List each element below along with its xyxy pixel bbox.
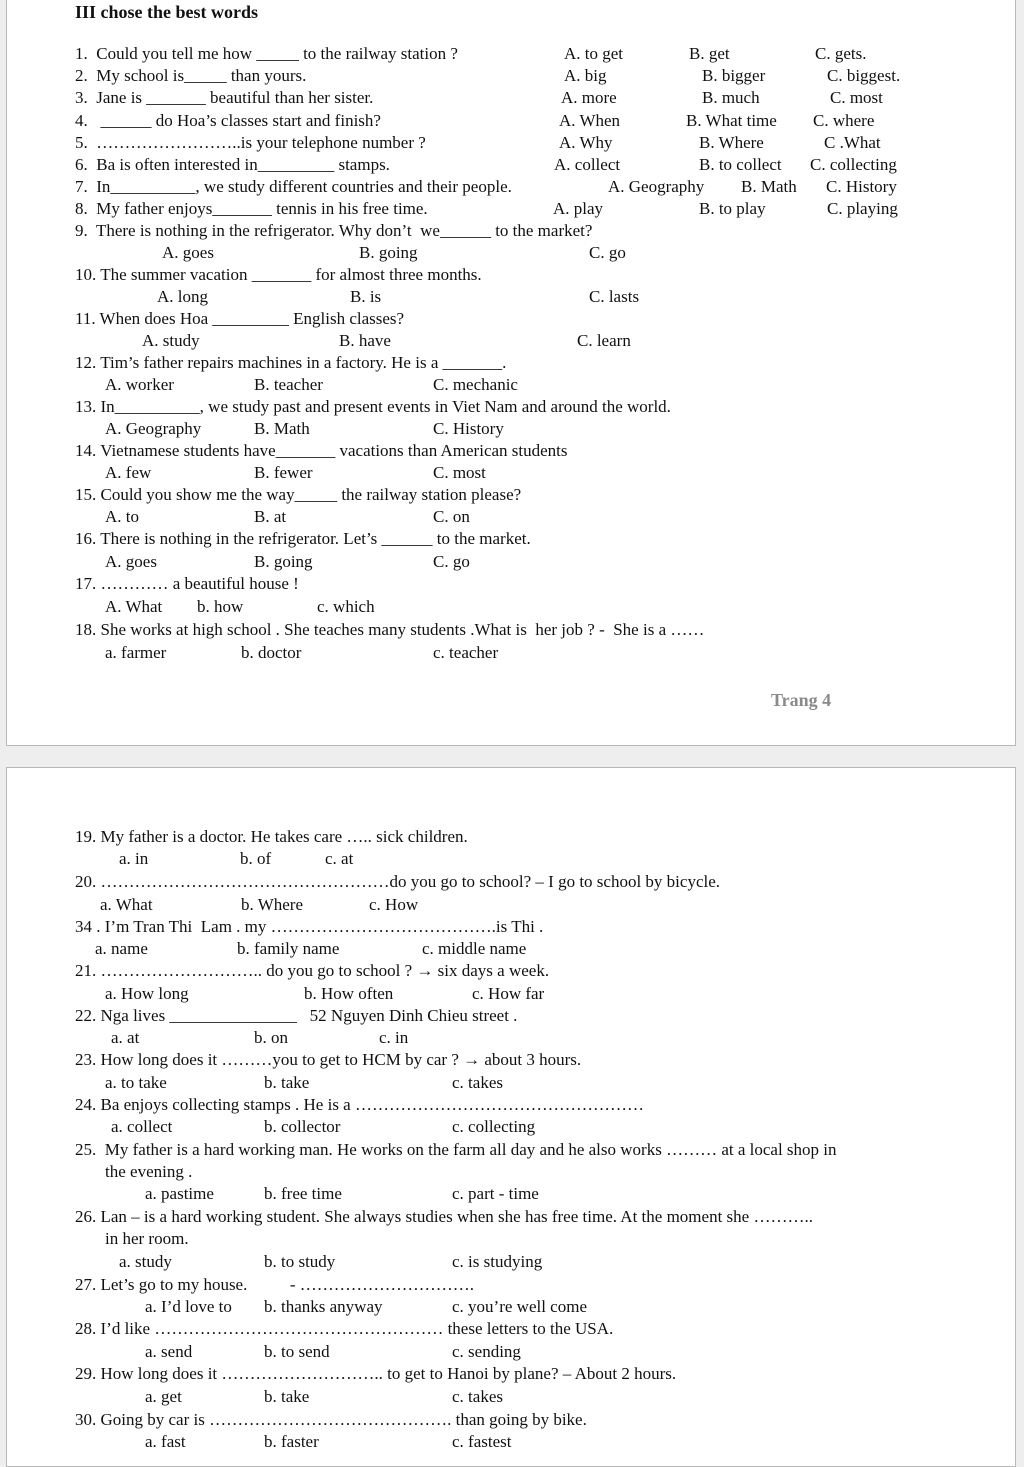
option-c: C. playing: [827, 199, 898, 218]
option-c: c. middle name: [422, 939, 527, 958]
option-a: a. study: [119, 1252, 172, 1271]
option-a: A. Why: [559, 133, 613, 152]
option-b: b. How often: [304, 984, 394, 1003]
option-a: A. goes: [162, 243, 214, 262]
option-b: b. how: [197, 597, 244, 616]
question-text: 25. My father is a hard working man. He works on the farm all day and he also works ……… at a local shop in: [75, 1140, 837, 1159]
option-b: B. Where: [699, 133, 764, 152]
option-b: b. take: [264, 1073, 310, 1092]
option-a: A. Geography: [608, 177, 705, 196]
option-a: A. to get: [564, 44, 624, 63]
section-title: III chose the best words: [75, 2, 259, 22]
option-c: c. is studying: [452, 1252, 543, 1271]
question-text: 4. ______ do Hoa’s classes start and finish?: [75, 111, 381, 130]
option-c: c. which: [317, 597, 375, 616]
option-c: C. most: [830, 88, 883, 107]
option-c: c. at: [325, 849, 354, 868]
option-c: c. teacher: [433, 643, 499, 662]
option-a: a. in: [119, 849, 149, 868]
option-a: A. study: [142, 331, 200, 350]
question-text: 2. My school is_____ than yours.: [75, 66, 307, 85]
question-text: 19. My father is a doctor. He takes care ….. sick children.: [75, 827, 468, 846]
option-b: B. have: [339, 331, 391, 350]
question-text-continued: the evening .: [105, 1162, 193, 1181]
question-text: 24. Ba enjoys collecting stamps . He is a ……………………………………………: [75, 1095, 644, 1114]
question-text: 26. Lan – is a hard working student. She always studies when she has free time. At the moment she ………..: [75, 1207, 813, 1226]
worksheet-page-2: [6, 767, 1016, 1467]
option-b: B. going: [254, 552, 313, 571]
option-a: a. get: [145, 1387, 182, 1406]
option-c: C. learn: [577, 331, 631, 350]
question-text: 8. My father enjoys_______ tennis in his free time.: [75, 199, 428, 218]
question-text: 14. Vietnamese students have_______ vacations than American students: [75, 441, 568, 460]
option-a: a. farmer: [105, 643, 167, 662]
option-c: C. go: [433, 552, 470, 571]
question-text: 21. ……………………….. do you go to school ? → six days a week.: [75, 961, 550, 980]
option-a: a. collect: [111, 1117, 173, 1136]
option-b: B. fewer: [254, 463, 313, 482]
question-text: 7. In__________, we study different countries and their people.: [75, 177, 512, 196]
option-c: C. biggest.: [827, 66, 901, 85]
option-b: b. take: [264, 1387, 310, 1406]
option-b: B. to collect: [699, 155, 782, 174]
option-a: A. more: [561, 88, 617, 107]
option-c: c. takes: [452, 1387, 503, 1406]
option-a: A. play: [553, 199, 604, 218]
question-text: 28. I’d like …………………………………………… these letters to the USA.: [75, 1319, 614, 1338]
option-b: B. get: [689, 44, 730, 63]
option-b: b. faster: [264, 1432, 319, 1451]
option-c: c. How far: [472, 984, 545, 1003]
option-a: A. goes: [105, 552, 157, 571]
option-a: a. name: [95, 939, 148, 958]
option-b: b. Where: [241, 895, 303, 914]
option-a: a. How long: [105, 984, 189, 1003]
option-c: C. History: [826, 177, 897, 196]
option-c: C. most: [433, 463, 486, 482]
option-c: C .What: [824, 133, 881, 152]
option-c: C. where: [813, 111, 875, 130]
option-c: C. go: [589, 243, 626, 262]
question-text: 30. Going by car is ……………………………………. than going by bike.: [75, 1410, 587, 1429]
option-c: c. sending: [452, 1342, 521, 1361]
question-text: 17. ………… a beautiful house !: [75, 574, 299, 593]
option-c: c. you’re well come: [452, 1297, 587, 1316]
option-a: A. big: [564, 66, 607, 85]
option-a: a. What: [100, 895, 153, 914]
option-b: B. much: [702, 88, 760, 107]
question-text: 3. Jane is _______ beautiful than her sister.: [75, 88, 374, 107]
option-a: a. pastime: [145, 1184, 214, 1203]
option-a: A. When: [559, 111, 621, 130]
question-text: 16. There is nothing in the refrigerator. Let’s ______ to the market.: [75, 529, 531, 548]
option-b: B. at: [254, 507, 287, 526]
option-a: A. What: [105, 597, 163, 616]
option-b: b. thanks anyway: [264, 1297, 383, 1316]
question-text: 22. Nga lives _______________ 52 Nguyen Dinh Chieu street .: [75, 1006, 518, 1025]
option-b: B. bigger: [702, 66, 766, 85]
option-b: B. What time: [686, 111, 777, 130]
option-c: C. mechanic: [433, 375, 518, 394]
option-c: C. lasts: [589, 287, 640, 306]
option-c: C. History: [433, 419, 504, 438]
option-a: A. long: [157, 287, 208, 306]
option-a: a. to take: [105, 1073, 167, 1092]
question-text: 29. How long does it ……………………….. to get to Hanoi by plane? – About 2 hours.: [75, 1364, 677, 1383]
option-c: C. gets.: [815, 44, 867, 63]
question-text: 6. Ba is often interested in_________ stamps.: [75, 155, 390, 174]
option-b: B. is: [350, 287, 382, 306]
option-b: B. Math: [741, 177, 797, 196]
option-c: C. collecting: [810, 155, 897, 174]
worksheet-page-1: [6, 0, 1016, 746]
option-b: b. to study: [264, 1252, 336, 1271]
option-b: b. free time: [264, 1184, 342, 1203]
question-text: 34 . I’m Tran Thi Lam . my ………………………………….is Thi .: [75, 917, 544, 936]
option-a: A. Geography: [105, 419, 202, 438]
question-text: 10. The summer vacation _______ for almost three months.: [75, 265, 482, 284]
option-c: c. in: [379, 1028, 409, 1047]
option-c: c. collecting: [452, 1117, 536, 1136]
option-c: C. on: [433, 507, 470, 526]
question-text: 20. ……………………………………………do you go to school? – I go to school by bicycle.: [75, 872, 721, 891]
option-b: B. teacher: [254, 375, 323, 394]
option-b: b. to send: [264, 1342, 330, 1361]
question-text: 5. ……………………..is your telephone number ?: [75, 133, 426, 152]
option-b: b. on: [254, 1028, 288, 1047]
option-b: b. of: [240, 849, 272, 868]
question-text: 15. Could you show me the way_____ the railway station please?: [75, 485, 522, 504]
option-a: a. I’d love to: [145, 1297, 232, 1316]
option-b: b. doctor: [241, 643, 302, 662]
option-a: a. send: [145, 1342, 193, 1361]
question-text: 18. She works at high school . She teaches many students .What is her job ? - She is a ……: [75, 620, 705, 639]
question-text: 9. There is nothing in the refrigerator. Why don’t we______ to the market?: [75, 221, 593, 240]
option-c: c. How: [369, 895, 419, 914]
option-b: b. family name: [237, 939, 340, 958]
option-a: A. worker: [105, 375, 174, 394]
option-a: a. at: [111, 1028, 140, 1047]
question-text: 27. Let’s go to my house. - ………………………….: [75, 1275, 475, 1294]
page-number: Trang 4: [771, 690, 832, 710]
question-text: 23. How long does it ………you to get to HCM by car ? → about 3 hours.: [75, 1050, 582, 1069]
option-a: A. to: [105, 507, 139, 526]
question-text-continued: in her room.: [105, 1229, 189, 1248]
option-a: A. collect: [554, 155, 621, 174]
option-b: B. to play: [699, 199, 766, 218]
option-c: c. part - time: [452, 1184, 539, 1203]
question-text: 12. Tim’s father repairs machines in a factory. He is a _______.: [75, 353, 507, 372]
option-b: B. Math: [254, 419, 310, 438]
option-c: c. takes: [452, 1073, 503, 1092]
option-b: B. going: [359, 243, 418, 262]
option-a: A. few: [105, 463, 152, 482]
question-text: 11. When does Hoa _________ English classes?: [75, 309, 405, 328]
question-text: 1. Could you tell me how _____ to the railway station ?: [75, 44, 458, 63]
option-c: c. fastest: [452, 1432, 512, 1451]
question-text: 13. In__________, we study past and present events in Viet Nam and around the world.: [75, 397, 671, 416]
option-a: a. fast: [145, 1432, 186, 1451]
option-b: b. collector: [264, 1117, 341, 1136]
